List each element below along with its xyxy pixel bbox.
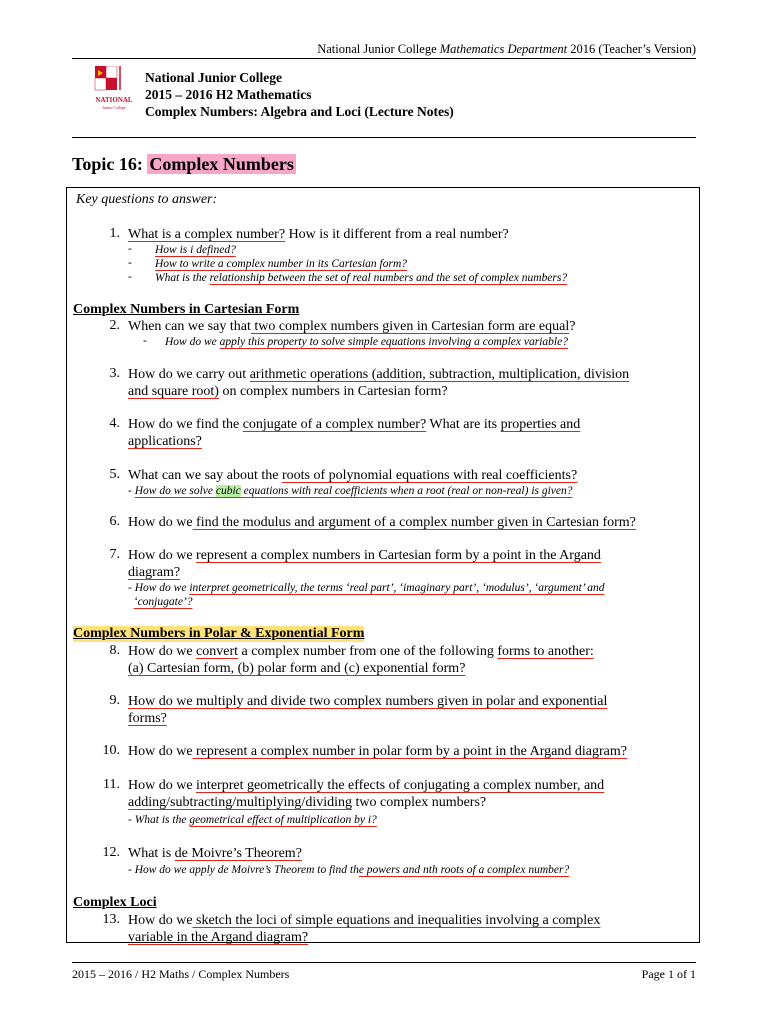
q8-part: (a) Cartesian form, (b) polar form and (c) exponential form?	[128, 661, 466, 676]
sub-part: geometrical effect of multiplication by i?	[189, 814, 377, 826]
sub-part: - How do we	[128, 582, 190, 594]
footer-rule	[72, 962, 696, 963]
q7-text	[128, 547, 690, 581]
q6-part: How do we	[128, 515, 193, 530]
sub-part: relationship between the set of real numbers and the set of complex numbers?	[209, 272, 568, 284]
bullet: -	[128, 257, 132, 269]
sub-part: e powers and nth roots of a complex number?	[358, 864, 570, 876]
bullet: -	[128, 271, 132, 283]
notes-title: Complex Numbers: Algebra and Loci (Lecture Notes)	[145, 104, 454, 119]
sub-part: How do we solve	[134, 485, 216, 497]
q11-text	[128, 777, 690, 811]
q10-number: 10.	[102, 743, 120, 758]
q10-text	[128, 743, 690, 760]
key-questions-label: Key questions to answer:	[76, 192, 218, 207]
q2-part: two complex numbers given in Cartesian form are equal	[250, 319, 570, 334]
q1-sub3	[155, 271, 567, 285]
logo-subtext: Junior College	[102, 105, 126, 110]
q5-sub1	[128, 484, 573, 498]
q2-text	[128, 318, 690, 335]
q5-part: What can we say about the	[128, 468, 282, 483]
q12-part: What is	[128, 846, 175, 861]
q12-part: de Moivre’s Theorem?	[174, 846, 302, 861]
q8-part: forms to another:	[497, 644, 594, 659]
q11-sub1	[128, 813, 377, 827]
q11-number: 11.	[103, 777, 120, 792]
footer-page-number: Page 1 of 1	[641, 967, 696, 981]
sub-part: interpret geometrically, the terms ‘real part’, ‘imaginary part’, ‘modulus’, ‘argument’ and	[189, 582, 605, 594]
section-heading-loci: Complex Loci	[73, 895, 157, 910]
q11-part: How do we	[128, 778, 197, 793]
footer-course: 2015 – 2016 / H2 Maths / Complex Numbers	[72, 967, 290, 981]
sub-part-highlight: cubic	[215, 485, 241, 497]
q13-part: How do we	[128, 913, 193, 928]
section-heading-cartesian: Complex Numbers in Cartesian Form	[73, 302, 300, 317]
title-rule	[72, 137, 696, 138]
q5-number: 5.	[109, 467, 120, 482]
q5-text	[128, 467, 690, 484]
sub-part: apply this property to solve simple equations involving a complex variable?	[219, 336, 568, 348]
course-title: 2015 – 2016 H2 Mathematics	[145, 87, 312, 102]
q5-part: roots of polynomial equations with real coefficients?	[281, 468, 578, 483]
q4-part: How do we find the	[128, 417, 243, 432]
sub-part: How do we	[165, 336, 220, 348]
q11-part: two complex numbers?	[352, 795, 487, 810]
q12-number: 12.	[102, 845, 120, 860]
header-suffix: 2016 (Teacher’s Version)	[567, 42, 696, 56]
page-title	[72, 154, 296, 175]
q11-part: interpret geometrically the effects of conjugating a complex number, and	[196, 778, 605, 793]
q6-part: find the modulus and argument of a complex number given in Cartesian form?	[192, 515, 636, 530]
q1-part: What is a complex number?	[128, 227, 286, 242]
q3-part: on complex numbers in Cartesian form?	[218, 384, 448, 399]
q4-part: conjugate of a complex number?	[242, 417, 427, 432]
q13-text	[128, 912, 690, 946]
q7-part: represent a complex numbers in Cartesian form by a point in the Argand	[196, 548, 601, 563]
bullet: -	[143, 335, 147, 347]
q3-part: How do we carry out	[128, 367, 250, 382]
q7-number: 7.	[109, 547, 120, 562]
q3-part: arithmetic operations (addition, subtraction, multiplication, division	[249, 367, 630, 382]
q12-text	[128, 845, 690, 862]
q4-part: What are its	[426, 417, 501, 432]
running-header	[0, 42, 696, 57]
q1-sub1	[155, 243, 236, 257]
sub-part: ‘conjugate’?	[133, 596, 193, 608]
sub-part: - How do we apply de Moivre’s Theorem to find th	[128, 864, 359, 876]
q4-text	[128, 416, 690, 450]
q7-part: diagram?	[128, 565, 181, 580]
q1-number: 1.	[109, 226, 120, 241]
q1-part: How is it different from a real number?	[285, 227, 509, 242]
sub-part: What is the	[155, 272, 210, 284]
q7-part: How do we	[128, 548, 197, 563]
q8-number: 8.	[109, 643, 120, 658]
q9-part: forms?	[128, 711, 167, 726]
q7-sub1	[128, 581, 688, 609]
q2-number: 2.	[109, 318, 120, 333]
q8-part: a complex number from one of the following	[238, 644, 498, 659]
college-logo-icon	[94, 66, 134, 116]
q11-part: adding/subtracting/multiplying/dividing	[128, 795, 352, 810]
q3-number: 3.	[109, 366, 120, 381]
sub-part: How to write a complex number in its Cartesian form?	[155, 258, 408, 270]
q2-sub1	[165, 335, 568, 349]
q8-part: convert	[196, 644, 239, 659]
logo-text: NATIONAL	[95, 96, 133, 104]
q8-text	[128, 643, 690, 677]
header-rule	[72, 58, 696, 59]
q2-part: ?	[569, 319, 576, 334]
q10-part: represent a complex number in polar form by a point in the Argand diagram?	[192, 744, 627, 759]
q1-sub2	[155, 257, 407, 271]
q6-number: 6.	[109, 514, 120, 529]
q9-text	[128, 693, 690, 727]
q4-part: applications?	[128, 434, 202, 449]
q13-part: variable in the Argand diagram?	[128, 930, 309, 945]
sub-part: How is i defined?	[155, 244, 236, 256]
header-text: National Junior College	[317, 42, 440, 56]
topic-highlight: Complex Numbers	[149, 154, 294, 174]
q13-number: 13.	[102, 912, 120, 927]
q8-part: How do we	[128, 644, 197, 659]
header-italic: Mathematics Department	[439, 42, 568, 56]
q13-part: sketch the loci of simple equations and inequalities involving a complex	[192, 913, 601, 928]
section-heading-polar: Complex Numbers in Polar & Exponential Form	[73, 626, 365, 641]
q1-text	[128, 226, 690, 243]
q3-text	[128, 366, 690, 400]
institution-name: National Junior College	[145, 70, 283, 85]
topic-prefix: Topic 16:	[72, 154, 148, 174]
q9-part: How do we multiply and divide two complex numbers given in polar and exponential	[128, 694, 608, 709]
q4-number: 4.	[109, 416, 120, 431]
q2-part: When can we say that	[128, 319, 251, 334]
q6-text	[128, 514, 690, 531]
sub-part: equations with real coefficients when a root (real or non-real) is given?	[240, 485, 573, 497]
q9-number: 9.	[109, 693, 120, 708]
q3-part: and square root)	[128, 384, 219, 399]
q10-part: How do we	[128, 744, 193, 759]
q4-part: properties and	[500, 417, 581, 432]
sub-part: -	[128, 485, 135, 497]
bullet: -	[128, 243, 132, 255]
sub-part: - What is the	[128, 814, 190, 826]
q12-sub1	[128, 863, 569, 877]
